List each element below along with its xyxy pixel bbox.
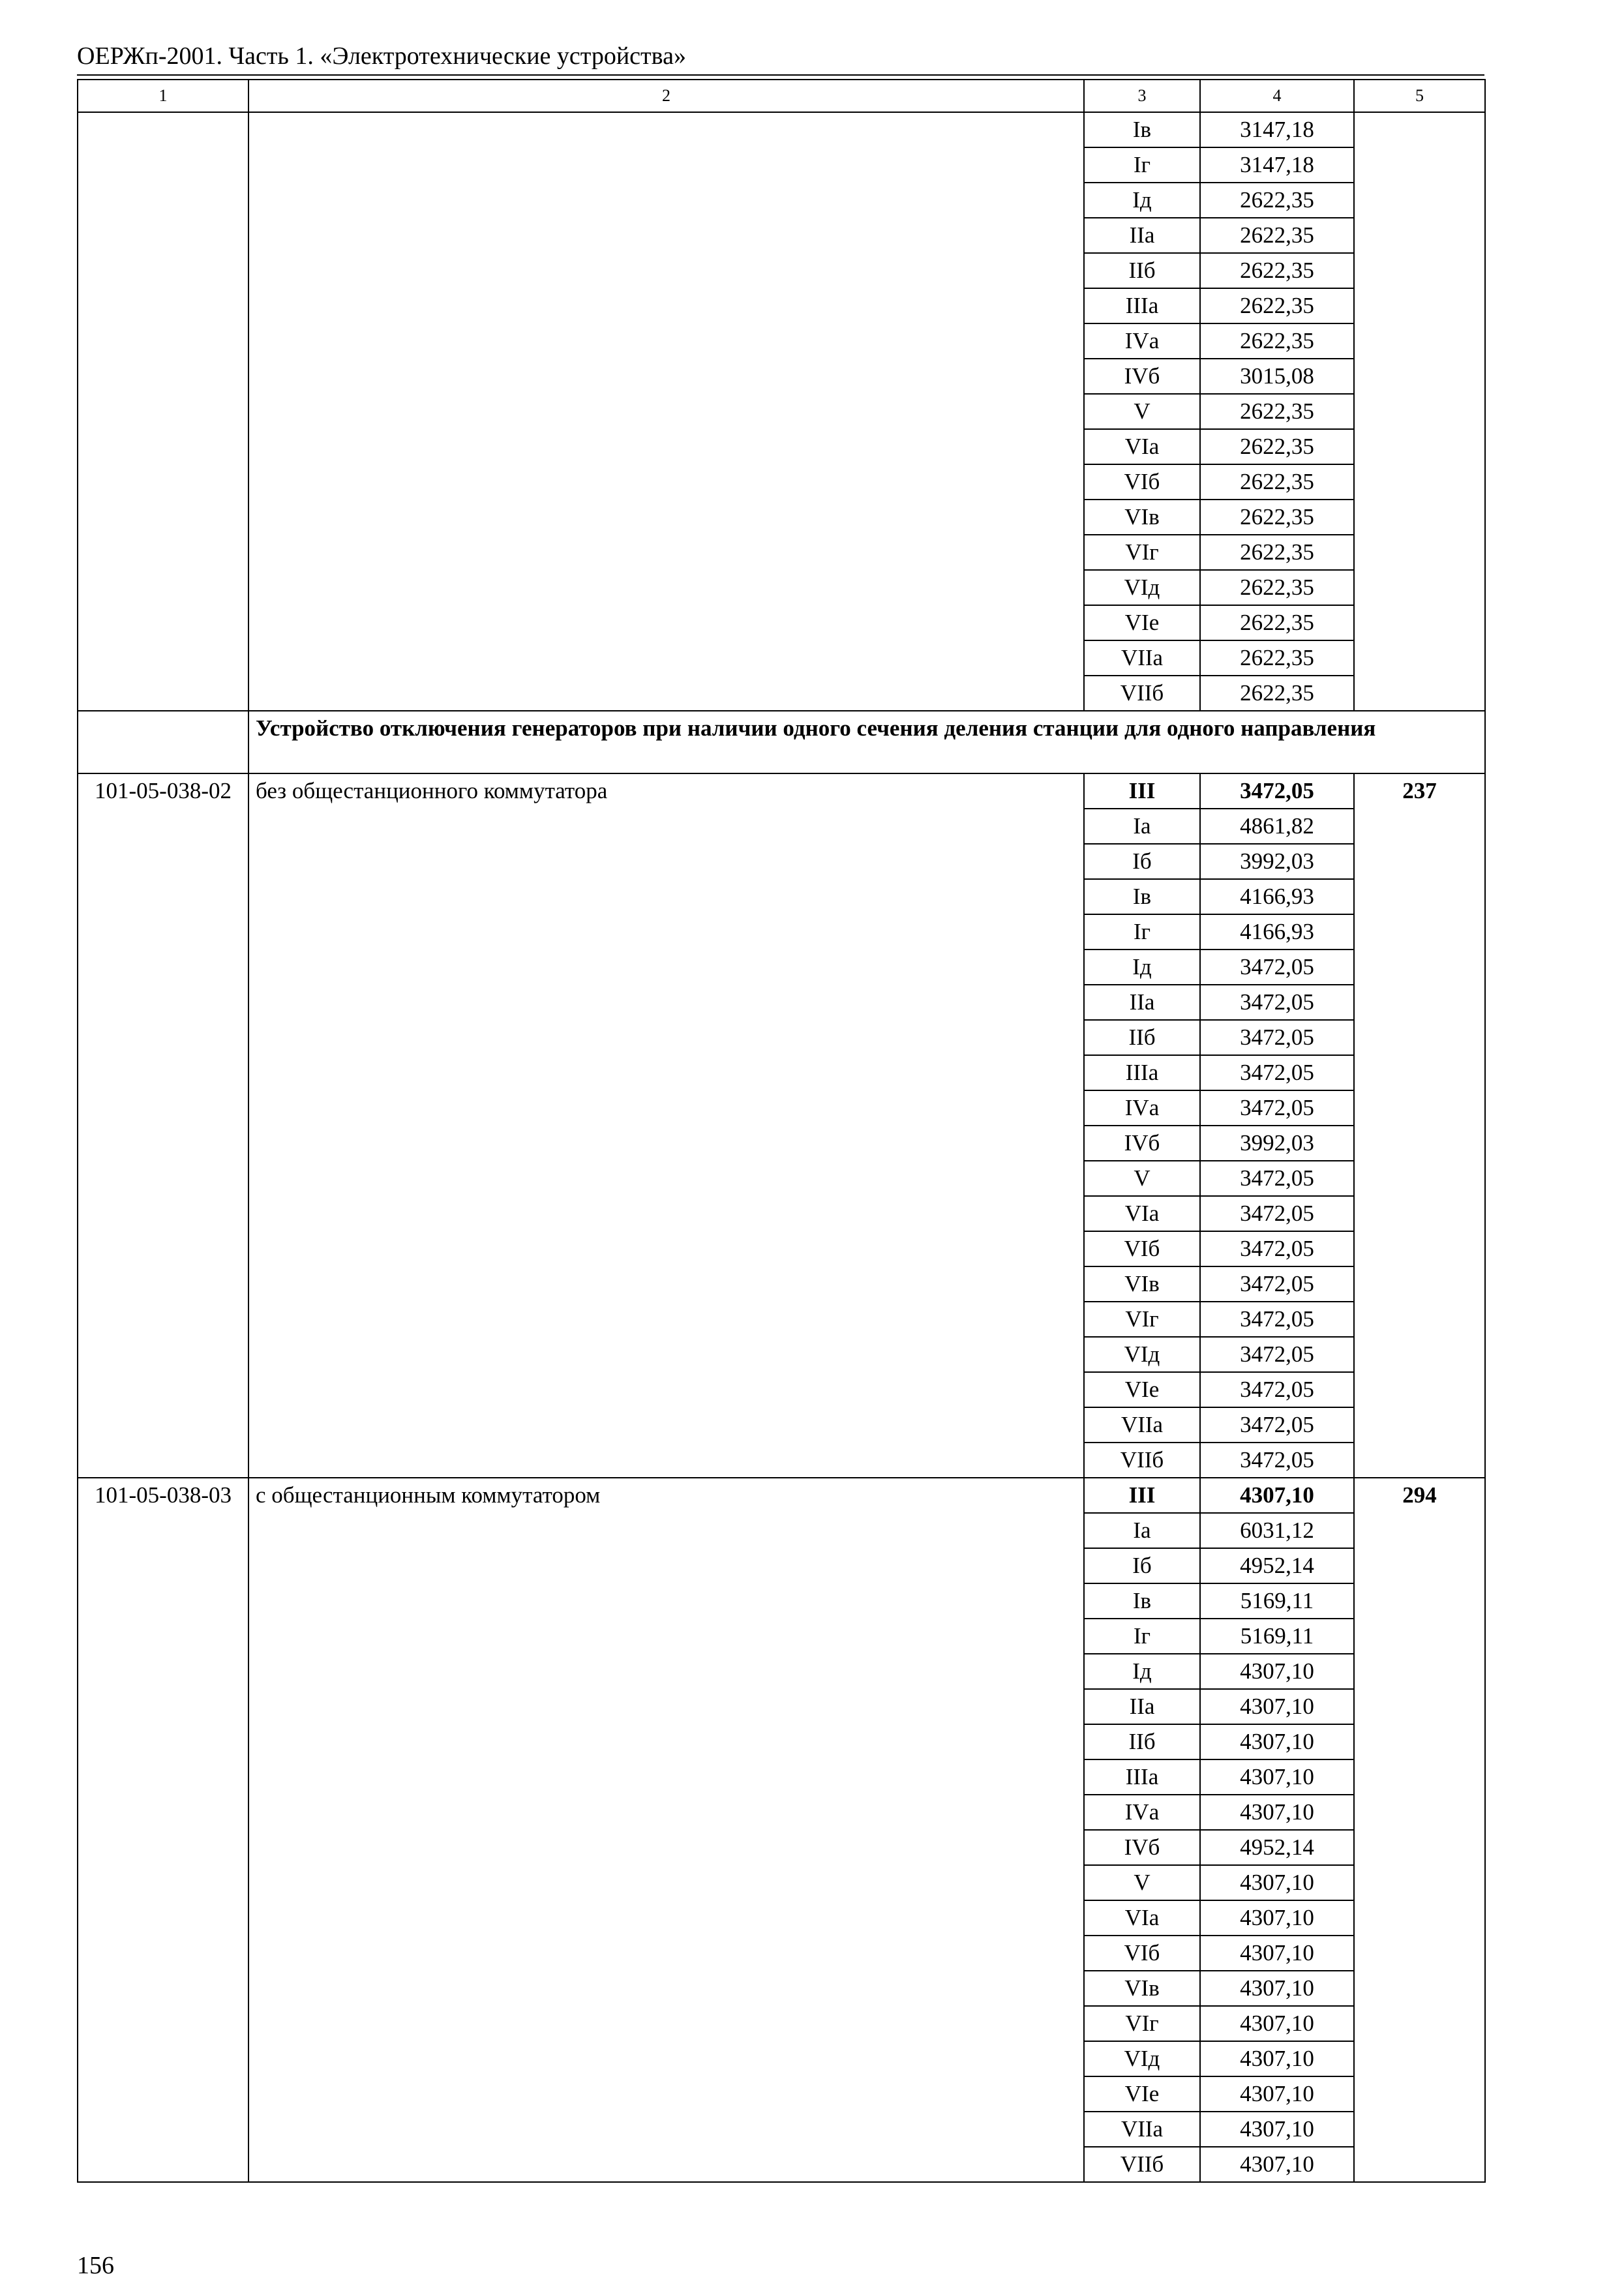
zone-cell: VIе [1084,2076,1200,2112]
zone-cell: IVб [1084,359,1200,394]
price-cell: 3472,05 [1200,1407,1354,1443]
zone-cell: V [1084,394,1200,429]
zone-cell: VIд [1084,2041,1200,2076]
price-cell: 3992,03 [1200,1126,1354,1161]
price-cell: 4307,10 [1200,1936,1354,1971]
table-row [78,773,1485,809]
zone-cell: IIIа [1084,1759,1200,1795]
zone-cell: Iг [1084,147,1200,183]
price-cell: 6031,12 [1200,1513,1354,1548]
zone-cell: IIа [1084,1689,1200,1724]
price-cell: 2622,35 [1200,394,1354,429]
zone-cell: VIб [1084,1936,1200,1971]
price-cell: 3472,05 [1200,1231,1354,1266]
table-row [78,112,1485,147]
zone-cell: Iв [1084,879,1200,914]
price-cell: 2622,35 [1200,183,1354,218]
price-cell: 4307,10 [1200,1971,1354,2006]
price-cell: 3992,03 [1200,844,1354,879]
zone-cell: VIа [1084,1900,1200,1936]
zone-cell: IIа [1084,218,1200,253]
zone-cell: IIа [1084,985,1200,1020]
price-cell: 4952,14 [1200,1548,1354,1583]
price-cell: 4307,10 [1200,2041,1354,2076]
price-cell: 3472,05 [1200,1302,1354,1337]
description-cell [248,112,1084,711]
zone-cell: Iв [1084,112,1200,147]
price-cell: 4307,10 [1200,2147,1354,2182]
zone-cell: VIб [1084,464,1200,500]
zone-cell: VIд [1084,1337,1200,1372]
price-cell: 4307,10 [1200,1654,1354,1689]
table-row [78,1478,1485,1513]
column-number: 5 [1354,80,1485,112]
zone-cell: Iг [1084,914,1200,950]
price-cell: 2622,35 [1200,464,1354,500]
zone-cell: IIб [1084,253,1200,288]
header-rule [77,74,1484,76]
price-cell: 3472,05 [1200,950,1354,985]
zone-cell: Iд [1084,1654,1200,1689]
section-heading: Устройство отключения генераторов при наличии одного сечения деления станции для одного направления [248,711,1485,773]
price-cell: 4307,10 [1200,1478,1354,1513]
price-cell: 2622,35 [1200,640,1354,676]
zone-cell: VIе [1084,1372,1200,1407]
price-cell: 5169,11 [1200,1583,1354,1619]
page-number: 156 [77,2252,114,2279]
price-table [77,79,1486,2183]
zone-cell: Iд [1084,183,1200,218]
zone-cell: VIIб [1084,1443,1200,1478]
item-code: 101-05-038-03 [78,1478,248,2182]
zone-cell: VIа [1084,429,1200,464]
zone-cell: IVа [1084,1795,1200,1830]
price-cell: 2622,35 [1200,605,1354,640]
price-cell: 2622,35 [1200,570,1354,605]
price-cell: 2622,35 [1200,218,1354,253]
zone-cell: VIв [1084,500,1200,535]
price-cell: 2622,35 [1200,676,1354,711]
zone-cell: IVа [1084,1090,1200,1126]
zone-cell: VIIа [1084,1407,1200,1443]
zone-cell: VIа [1084,1196,1200,1231]
zone-cell: VIг [1084,2006,1200,2041]
price-cell: 3147,18 [1200,147,1354,183]
price-cell: 3147,18 [1200,112,1354,147]
price-cell: 4307,10 [1200,1900,1354,1936]
price-cell: 2622,35 [1200,323,1354,359]
price-cell: 4307,10 [1200,1759,1354,1795]
price-cell: 3472,05 [1200,1372,1354,1407]
price-cell: 3472,05 [1200,1443,1354,1478]
price-cell: 3472,05 [1200,1337,1354,1372]
item-code: 101-05-038-02 [78,773,248,1478]
price-cell: 2622,35 [1200,429,1354,464]
item-norm: 294 [1354,1478,1485,2182]
zone-cell: VIг [1084,1302,1200,1337]
item-description: без общестанционного коммутатора [248,773,1084,1478]
zone-cell: IIIа [1084,288,1200,323]
zone-cell: IVб [1084,1126,1200,1161]
zone-cell: III [1084,773,1200,809]
zone-cell: Iв [1084,1583,1200,1619]
price-cell: 4307,10 [1200,2076,1354,2112]
zone-cell: V [1084,1161,1200,1196]
zone-cell: VIв [1084,1971,1200,2006]
price-cell: 4952,14 [1200,1830,1354,1865]
price-cell: 4307,10 [1200,2006,1354,2041]
zone-cell: IVа [1084,323,1200,359]
price-cell: 2622,35 [1200,288,1354,323]
price-cell: 3472,05 [1200,773,1354,809]
zone-cell: Iб [1084,844,1200,879]
zone-cell: III [1084,1478,1200,1513]
price-cell: 4307,10 [1200,1724,1354,1759]
price-cell: 4307,10 [1200,1689,1354,1724]
zone-cell: VIб [1084,1231,1200,1266]
item-norm: 237 [1354,773,1485,1478]
zone-cell: VIIб [1084,2147,1200,2182]
column-number: 3 [1084,80,1200,112]
price-cell: 3015,08 [1200,359,1354,394]
item-description: с общестанционным коммутатором [248,1478,1084,2182]
column-number: 4 [1200,80,1354,112]
zone-cell: VIIа [1084,2112,1200,2147]
price-cell: 3472,05 [1200,1161,1354,1196]
page-header-title: ОЕРЖп-2001. Часть 1. «Электротехнические устройства» [77,42,686,70]
price-cell: 4166,93 [1200,879,1354,914]
zone-cell: IIIа [1084,1055,1200,1090]
price-cell: 3472,05 [1200,1196,1354,1231]
zone-cell: VIд [1084,570,1200,605]
zone-cell: VIIа [1084,640,1200,676]
price-cell: 3472,05 [1200,1266,1354,1302]
zone-cell: VIе [1084,605,1200,640]
column-number-row [78,80,1485,112]
zone-cell: VIг [1084,535,1200,570]
price-cell: 3472,05 [1200,1020,1354,1055]
zone-cell: VIв [1084,1266,1200,1302]
section-heading-row [78,711,1485,773]
zone-cell: Iа [1084,1513,1200,1548]
price-cell: 4166,93 [1200,914,1354,950]
zone-cell: VIIб [1084,676,1200,711]
price-cell: 2622,35 [1200,535,1354,570]
price-cell: 4307,10 [1200,2112,1354,2147]
zone-cell: Iб [1084,1548,1200,1583]
price-cell: 4307,10 [1200,1795,1354,1830]
price-cell: 4861,82 [1200,809,1354,844]
zone-cell: Iд [1084,950,1200,985]
price-cell: 3472,05 [1200,985,1354,1020]
column-number: 2 [248,80,1084,112]
price-cell: 3472,05 [1200,1055,1354,1090]
norm-cell [1354,112,1485,711]
code-cell [78,711,248,773]
price-cell: 2622,35 [1200,500,1354,535]
zone-cell: IIб [1084,1020,1200,1055]
zone-cell: IIб [1084,1724,1200,1759]
price-cell: 5169,11 [1200,1619,1354,1654]
zone-cell: Iа [1084,809,1200,844]
zone-cell: Iг [1084,1619,1200,1654]
price-cell: 3472,05 [1200,1090,1354,1126]
column-number: 1 [78,80,248,112]
price-cell: 2622,35 [1200,253,1354,288]
zone-cell: IVб [1084,1830,1200,1865]
code-cell [78,112,248,711]
price-cell: 4307,10 [1200,1865,1354,1900]
zone-cell: V [1084,1865,1200,1900]
price-table-body [78,80,1485,2182]
